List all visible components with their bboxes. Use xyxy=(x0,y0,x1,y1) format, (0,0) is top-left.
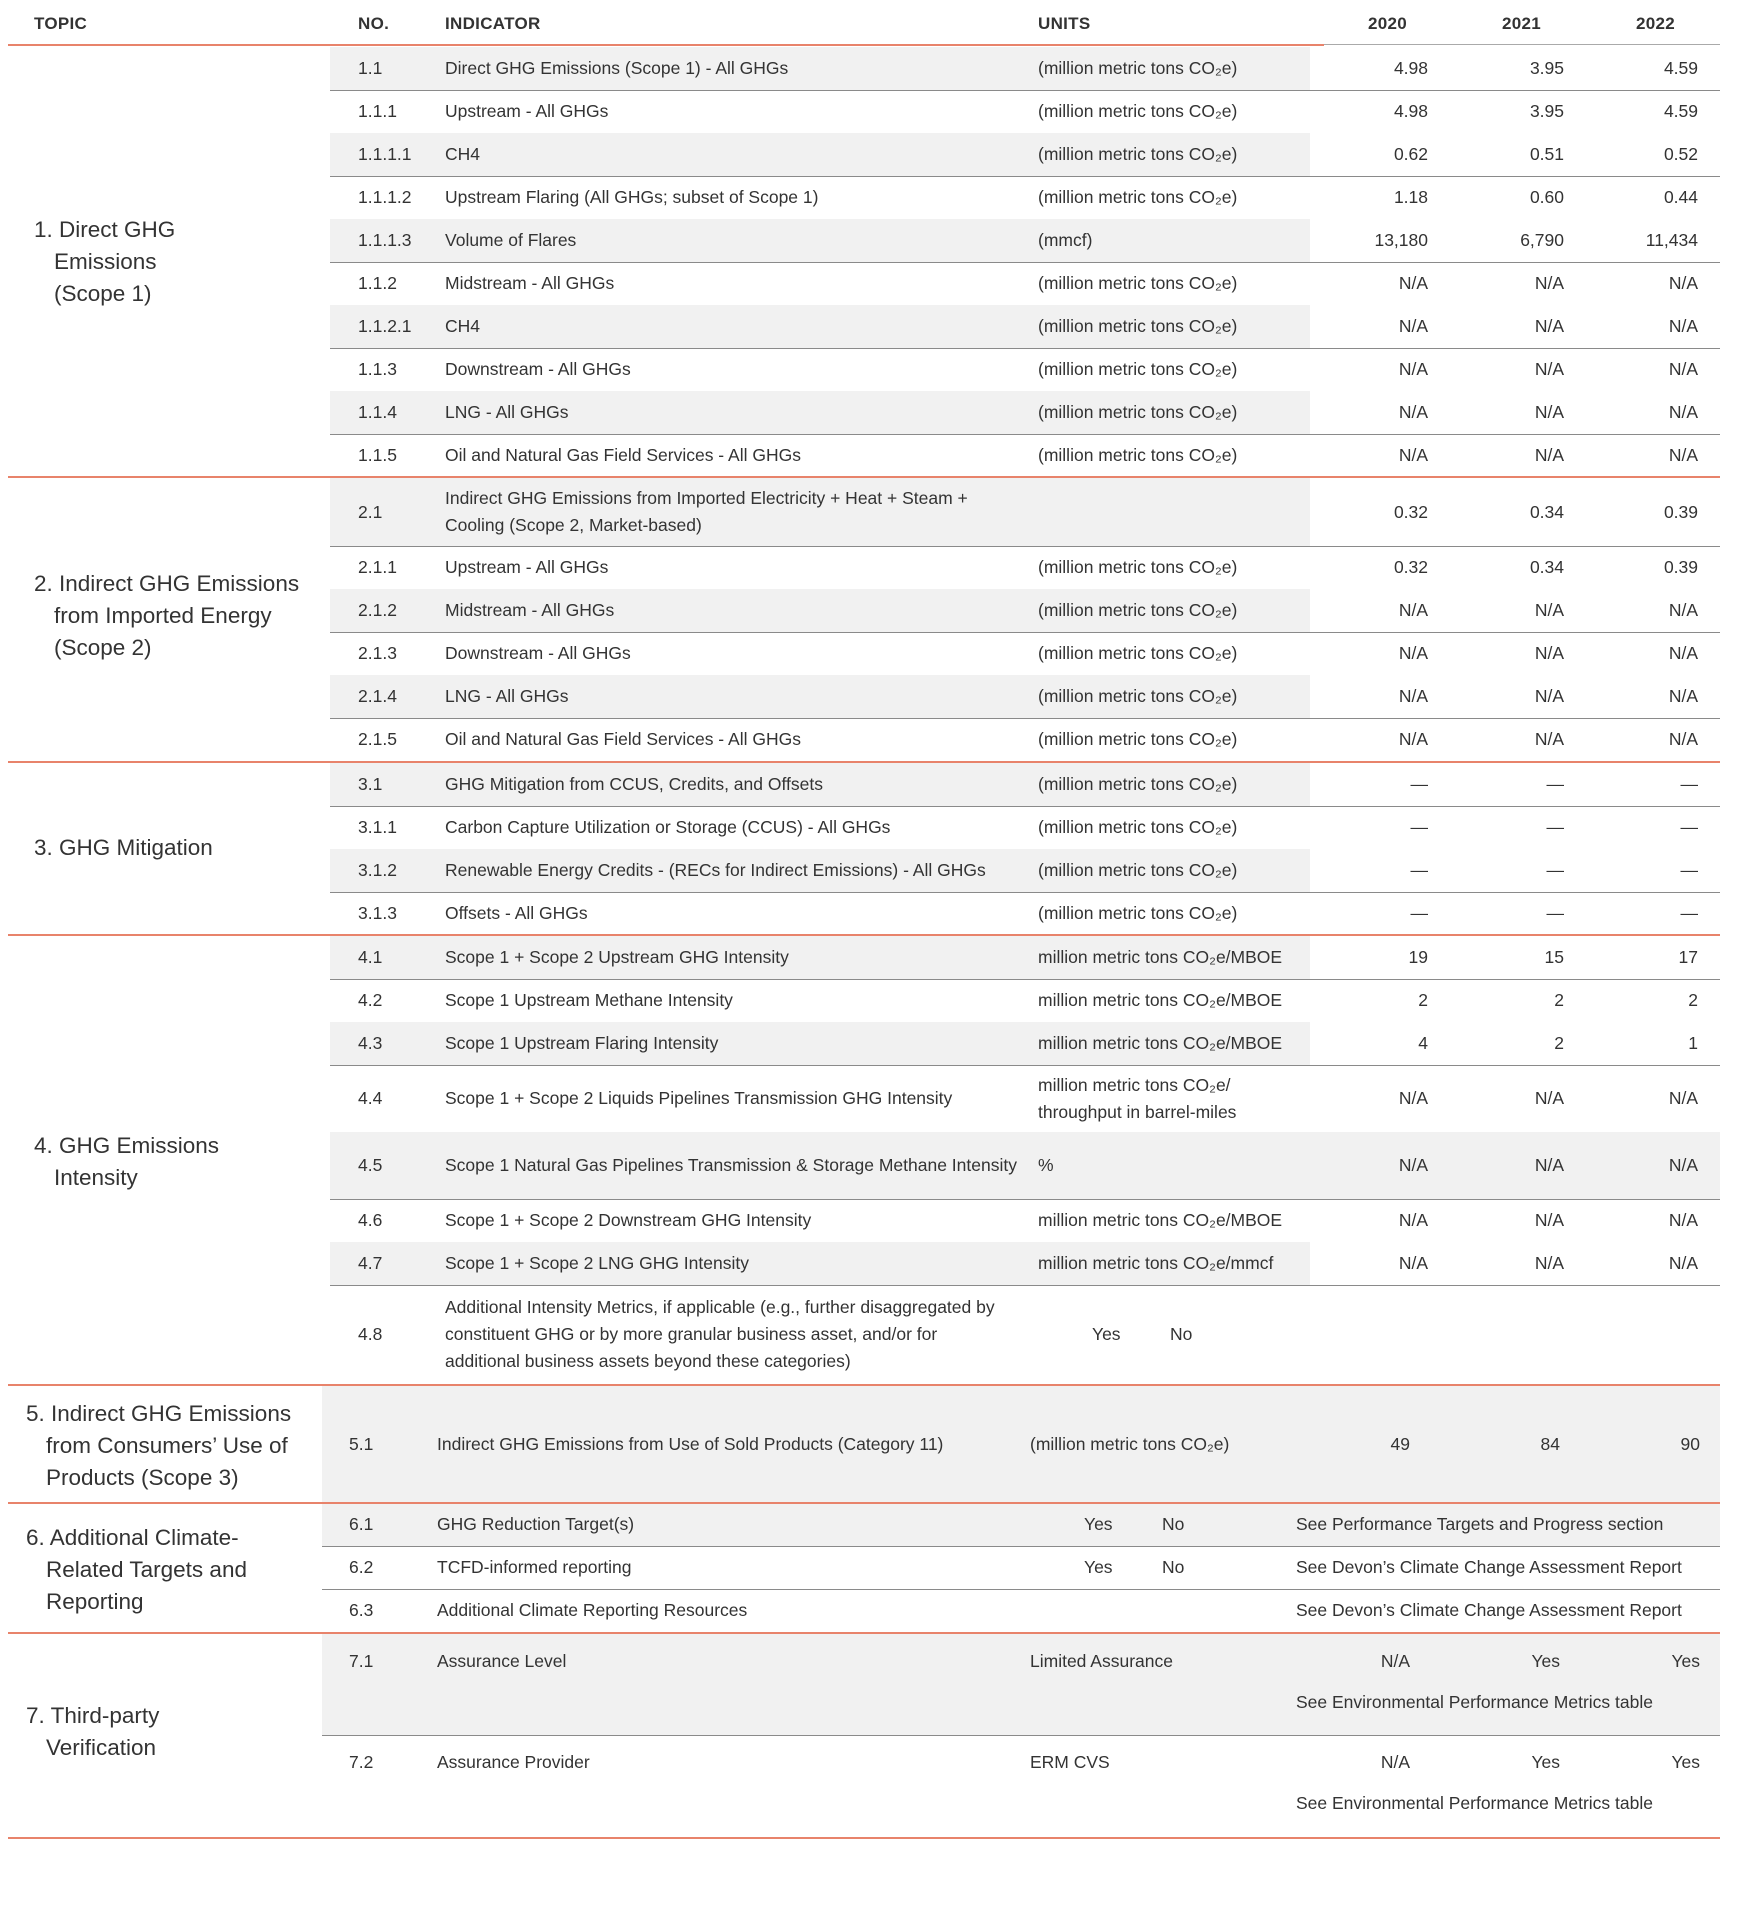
units-label: (million metric tons CO₂e) xyxy=(1038,316,1238,336)
row-number: 4.5 xyxy=(358,1155,383,1175)
indicator-label: Scope 1 Upstream Methane Intensity xyxy=(445,990,733,1010)
value-2022: N/A xyxy=(1668,1210,1698,1230)
value-2022: 11,434 xyxy=(1645,230,1698,250)
indicator-label: LNG - All GHGs xyxy=(445,402,569,422)
row-number: 1.1 xyxy=(358,58,383,78)
units-label: (million metric tons CO₂e) xyxy=(1038,557,1238,577)
topic-label xyxy=(34,568,334,664)
units-label: (million metric tons CO₂e) xyxy=(1038,402,1238,422)
row-number: 1.1.5 xyxy=(358,445,397,465)
value-2021: N/A xyxy=(1534,1253,1564,1273)
table-row xyxy=(330,305,1720,349)
value-2021: N/A xyxy=(1534,600,1564,620)
value-2021: 2 xyxy=(1554,990,1564,1010)
indicator-label: Upstream Flaring (All GHGs; subset of Scope 1) xyxy=(445,187,819,207)
units-label: (million metric tons CO₂e) xyxy=(1038,686,1238,706)
indicator-label: Oil and Natural Gas Field Services - All GHGs xyxy=(445,729,801,749)
value-2021: 0.60 xyxy=(1529,187,1564,207)
value-2020: N/A xyxy=(1398,1253,1428,1273)
value-2021: N/A xyxy=(1534,273,1564,293)
row-number: 1.1.4 xyxy=(358,402,397,422)
units-label: (million metric tons CO₂e) xyxy=(1038,860,1238,880)
table-row xyxy=(330,1242,1720,1286)
section-divider xyxy=(8,934,1720,936)
value-2022: 0.44 xyxy=(1663,187,1698,207)
value-2020: 0.62 xyxy=(1393,144,1428,164)
table-row xyxy=(330,176,1720,220)
table-row xyxy=(330,434,1720,477)
value-2021: 3.95 xyxy=(1529,58,1564,78)
section-divider xyxy=(8,1502,1720,1504)
value-2020: 19 xyxy=(1408,947,1428,967)
row-number: 2.1.3 xyxy=(358,643,397,663)
value-2020: — xyxy=(1410,903,1428,923)
units-label: (million metric tons CO₂e) xyxy=(1038,101,1238,121)
topic-line: Products (Scope 3) xyxy=(46,1465,239,1490)
row-number: 4.4 xyxy=(358,1088,383,1108)
value-2021: Yes xyxy=(1531,1752,1560,1772)
topic-label xyxy=(34,214,334,310)
value-2021: — xyxy=(1546,860,1564,880)
row-number: 4.8 xyxy=(358,1324,383,1344)
value-2020: 49 xyxy=(1390,1434,1410,1454)
topic-line: 3. GHG Mitigation xyxy=(34,835,213,860)
row-number: 1.1.1.1 xyxy=(358,144,412,164)
value-2022: 2 xyxy=(1688,990,1698,1010)
table-row xyxy=(330,133,1720,177)
table-row xyxy=(330,348,1720,392)
row-number: 6.1 xyxy=(349,1514,374,1534)
value-2020: — xyxy=(1410,817,1428,837)
indicator-label: Downstream - All GHGs xyxy=(445,359,631,379)
topic-line: 6. Additional Climate- xyxy=(26,1525,239,1550)
value-2022: 0.39 xyxy=(1663,557,1698,577)
row-number: 3.1.3 xyxy=(358,903,397,923)
section-divider xyxy=(8,476,1720,478)
value-2022: 1 xyxy=(1688,1033,1698,1053)
value-2020: 0.32 xyxy=(1393,502,1428,522)
value-2021: — xyxy=(1546,903,1564,923)
row-number: 7.2 xyxy=(349,1752,374,1772)
topic-line: 7. Third-party xyxy=(26,1703,160,1728)
value-2020: N/A xyxy=(1398,445,1428,465)
value-2021: 0.34 xyxy=(1529,557,1564,577)
indicator-label: Scope 1 Upstream Flaring Intensity xyxy=(445,1033,719,1053)
section-divider xyxy=(8,761,1720,763)
header-year-2021: 2021 xyxy=(1502,14,1542,33)
row-number: 3.1.2 xyxy=(358,860,397,880)
topic-line: 1. Direct GHG xyxy=(34,217,176,242)
indicator-label: Scope 1 + Scope 2 Liquids Pipelines Transmission GHG Intensity xyxy=(445,1088,953,1108)
indicator-label: Midstream - All GHGs xyxy=(445,273,615,293)
value-2021: 15 xyxy=(1544,947,1564,967)
table-row xyxy=(330,478,1720,547)
table-row xyxy=(330,763,1720,807)
value-2020: N/A xyxy=(1398,1155,1428,1175)
section-divider xyxy=(8,1632,1720,1634)
value-2022: N/A xyxy=(1668,273,1698,293)
units-label: % xyxy=(1038,1155,1054,1175)
row-number: 2.1.4 xyxy=(358,686,397,706)
table-row xyxy=(330,589,1720,633)
row-number: 4.2 xyxy=(358,990,383,1010)
table-row xyxy=(330,391,1720,435)
units-label: Limited Assurance xyxy=(1030,1651,1173,1671)
units-label: (million metric tons CO₂e) xyxy=(1038,729,1238,749)
table-row xyxy=(322,1386,1720,1502)
topic-line: 5. Indirect GHG Emissions xyxy=(26,1401,292,1426)
indicator-label: Indirect GHG Emissions from Use of Sold Products (Category 11) xyxy=(437,1434,944,1454)
value-2021: N/A xyxy=(1534,402,1564,422)
yes-option: Yes xyxy=(1092,1324,1121,1344)
row-number: 4.3 xyxy=(358,1033,383,1053)
units-label: million metric tons CO₂e/ throughput in barrel-miles xyxy=(1038,1075,1237,1122)
value-2022: — xyxy=(1680,774,1698,794)
indicator-label: GHG Mitigation from CCUS, Credits, and Offsets xyxy=(445,774,823,794)
value-2021: 2 xyxy=(1554,1033,1564,1053)
value-2021: N/A xyxy=(1534,316,1564,336)
indicator-label: Assurance Provider xyxy=(437,1752,590,1772)
value-2020: N/A xyxy=(1398,1088,1428,1108)
value-2020: N/A xyxy=(1398,1210,1428,1230)
indicator-label: Upstream - All GHGs xyxy=(445,101,609,121)
value-2021: N/A xyxy=(1534,1155,1564,1175)
indicator-label: Renewable Energy Credits - (RECs for Indirect Emissions) - All GHGs xyxy=(445,860,986,880)
value-2021: 3.95 xyxy=(1529,101,1564,121)
row-number: 5.1 xyxy=(349,1434,374,1454)
reference-note: See Devon’s Climate Change Assessment Report xyxy=(1296,1557,1682,1577)
units-label: (million metric tons CO₂e) xyxy=(1038,903,1238,923)
table-row xyxy=(322,1546,1720,1590)
yes-option: Yes xyxy=(1084,1557,1113,1577)
header-no: NO. xyxy=(358,14,390,33)
topic-line: from Imported Energy xyxy=(54,603,272,628)
value-2020: 4.98 xyxy=(1393,58,1428,78)
topic-line: (Scope 2) xyxy=(54,635,152,660)
value-2021: N/A xyxy=(1534,686,1564,706)
header-units: UNITS xyxy=(1038,14,1091,33)
indicator-label: TCFD-informed reporting xyxy=(437,1557,632,1577)
units-label: (million metric tons CO₂e) xyxy=(1038,774,1238,794)
value-2021: N/A xyxy=(1534,1210,1564,1230)
indicator-label: CH4 xyxy=(445,144,481,164)
units-label: ERM CVS xyxy=(1030,1752,1110,1772)
topic-line: 2. Indirect GHG Emissions xyxy=(34,571,300,596)
value-2022: 4.59 xyxy=(1663,101,1698,121)
units-label: (million metric tons CO₂e) xyxy=(1030,1434,1230,1454)
value-2021: N/A xyxy=(1534,643,1564,663)
row-number: 6.2 xyxy=(349,1557,374,1577)
value-2022: N/A xyxy=(1668,1088,1698,1108)
indicator-label: Scope 1 + Scope 2 Upstream GHG Intensity xyxy=(445,947,789,967)
table-row xyxy=(330,90,1720,134)
value-2020: N/A xyxy=(1380,1651,1410,1671)
topic-line: (Scope 1) xyxy=(54,281,152,306)
topic-line: from Consumers’ Use of xyxy=(46,1433,288,1458)
indicator-label: LNG - All GHGs xyxy=(445,686,569,706)
header-indicator: INDICATOR xyxy=(445,14,541,33)
value-2020: 13,180 xyxy=(1374,230,1428,250)
row-number: 1.1.2.1 xyxy=(358,316,412,336)
value-2022: 0.52 xyxy=(1663,144,1698,164)
units-label: (million metric tons CO₂e) xyxy=(1038,445,1238,465)
no-option: No xyxy=(1162,1514,1185,1534)
units-label: (million metric tons CO₂e) xyxy=(1038,273,1238,293)
indicator-label: Midstream - All GHGs xyxy=(445,600,615,620)
units-label: (million metric tons CO₂e) xyxy=(1038,817,1238,837)
indicator-label: Upstream - All GHGs xyxy=(445,557,609,577)
value-2020: — xyxy=(1410,860,1428,880)
header-year-2022: 2022 xyxy=(1636,14,1676,33)
row-number: 1.1.3 xyxy=(358,359,397,379)
table-row xyxy=(330,1022,1720,1066)
row-number: 1.1.1.3 xyxy=(358,230,412,250)
row-number: 2.1.5 xyxy=(358,729,397,749)
indicator-label: Additional Intensity Metrics, if applicable (e.g., further disaggregated by constituent GHG or by more granular business asset, and/or for additional business assets beyond these categories) xyxy=(445,1297,995,1371)
table-row xyxy=(330,849,1720,893)
table-row xyxy=(330,936,1720,980)
value-2020: N/A xyxy=(1398,729,1428,749)
topic-line: 4. GHG Emissions xyxy=(34,1133,220,1158)
value-2020: 0.32 xyxy=(1393,557,1428,577)
units-label: million metric tons CO₂e/mmcf xyxy=(1038,1253,1274,1273)
value-2022: 0.39 xyxy=(1663,502,1698,522)
topic-line: Reporting xyxy=(46,1589,144,1614)
value-2021: — xyxy=(1546,817,1564,837)
indicator-label: Offsets - All GHGs xyxy=(445,903,588,923)
row-number: 2.1.1 xyxy=(358,557,397,577)
table-row xyxy=(322,1735,1720,1837)
value-2022: Yes xyxy=(1671,1651,1700,1671)
value-2022: — xyxy=(1680,817,1698,837)
value-2020: 4.98 xyxy=(1393,101,1428,121)
value-2022: N/A xyxy=(1668,600,1698,620)
value-2022: N/A xyxy=(1668,1253,1698,1273)
value-2022: N/A xyxy=(1668,445,1698,465)
table-row xyxy=(330,219,1720,263)
table-row xyxy=(330,1285,1720,1384)
value-2022: 17 xyxy=(1678,947,1698,967)
value-2020: 2 xyxy=(1418,990,1428,1010)
value-2022: N/A xyxy=(1668,729,1698,749)
value-2020: — xyxy=(1410,774,1428,794)
indicator-label: Oil and Natural Gas Field Services - All GHGs xyxy=(445,445,801,465)
row-number: 2.1 xyxy=(358,502,383,522)
value-2021: 6,790 xyxy=(1520,230,1564,250)
value-2020: N/A xyxy=(1398,402,1428,422)
value-2021: — xyxy=(1546,774,1564,794)
header-rule-right xyxy=(1324,44,1720,45)
table-row xyxy=(322,1503,1720,1547)
table-row xyxy=(330,546,1720,590)
indicator-label: Scope 1 + Scope 2 LNG GHG Intensity xyxy=(445,1253,749,1273)
units-label: (million metric tons CO₂e) xyxy=(1038,359,1238,379)
indicator-label: CH4 xyxy=(445,316,481,336)
value-2021: N/A xyxy=(1534,359,1564,379)
value-2022: N/A xyxy=(1668,1155,1698,1175)
indicator-label: Carbon Capture Utilization or Storage (CCUS) - All GHGs xyxy=(445,817,891,837)
units-label: (million metric tons CO₂e) xyxy=(1038,187,1238,207)
row-number: 4.6 xyxy=(358,1210,383,1230)
value-2022: N/A xyxy=(1668,402,1698,422)
row-number: 4.1 xyxy=(358,947,383,967)
table-row xyxy=(330,47,1720,91)
topic-label xyxy=(26,1700,326,1764)
row-number: 3.1.1 xyxy=(358,817,397,837)
table-row xyxy=(330,979,1720,1023)
table-row xyxy=(322,1589,1720,1632)
value-2020: N/A xyxy=(1398,600,1428,620)
table-row xyxy=(330,632,1720,676)
indicator-label: Additional Climate Reporting Resources xyxy=(437,1600,748,1620)
topic-line: Related Targets and xyxy=(46,1557,247,1582)
value-2020: 4 xyxy=(1418,1033,1428,1053)
value-2021: N/A xyxy=(1534,729,1564,749)
yes-option: Yes xyxy=(1084,1514,1113,1534)
value-2022: N/A xyxy=(1668,686,1698,706)
value-2020: N/A xyxy=(1398,686,1428,706)
topic-label xyxy=(26,1398,326,1494)
reference-note: See Environmental Performance Metrics table xyxy=(1296,1793,1653,1813)
reference-note: See Devon’s Climate Change Assessment Report xyxy=(1296,1600,1682,1620)
value-2022: Yes xyxy=(1671,1752,1700,1772)
value-2020: N/A xyxy=(1398,643,1428,663)
indicator-label: Direct GHG Emissions (Scope 1) - All GHGs xyxy=(445,58,789,78)
indicator-label: Assurance Level xyxy=(437,1651,567,1671)
units-label: (mmcf) xyxy=(1038,230,1093,250)
table-row xyxy=(330,892,1720,935)
table-row xyxy=(330,806,1720,850)
table-row xyxy=(330,1132,1720,1200)
section-divider xyxy=(8,1837,1720,1839)
value-2022: N/A xyxy=(1668,359,1698,379)
value-2022: N/A xyxy=(1668,316,1698,336)
value-2022: N/A xyxy=(1668,643,1698,663)
value-2022: 4.59 xyxy=(1663,58,1698,78)
table-row xyxy=(330,675,1720,719)
value-2022: — xyxy=(1680,860,1698,880)
table-row xyxy=(330,1065,1720,1133)
value-2020: N/A xyxy=(1398,359,1428,379)
value-2021: N/A xyxy=(1534,1088,1564,1108)
value-2020: N/A xyxy=(1380,1752,1410,1772)
indicator-label: Scope 1 Natural Gas Pipelines Transmission & Storage Methane Intensity xyxy=(445,1155,1017,1175)
reference-note: See Performance Targets and Progress section xyxy=(1296,1514,1664,1534)
value-2021: N/A xyxy=(1534,445,1564,465)
row-number: 3.1 xyxy=(358,774,383,794)
topic-label xyxy=(34,832,334,864)
row-number: 7.1 xyxy=(349,1651,374,1671)
row-number: 2.1.2 xyxy=(358,600,397,620)
value-2021: 0.34 xyxy=(1529,502,1564,522)
topic-label xyxy=(26,1522,326,1618)
row-number: 1.1.2 xyxy=(358,273,397,293)
units-label: (million metric tons CO₂e) xyxy=(1038,58,1238,78)
header-year-2020: 2020 xyxy=(1368,14,1408,33)
units-label: million metric tons CO₂e/MBOE xyxy=(1038,1210,1283,1230)
units-label: million metric tons CO₂e/MBOE xyxy=(1038,990,1283,1010)
no-option: No xyxy=(1170,1324,1193,1344)
row-number: 4.7 xyxy=(358,1253,383,1273)
indicator-label: Indirect GHG Emissions from Imported Electricity + Heat + Steam + Cooling (Scope 2, Market-based) xyxy=(445,488,968,535)
topic-label xyxy=(34,1130,334,1194)
row-number: 1.1.1 xyxy=(358,101,397,121)
table-row xyxy=(330,1199,1720,1243)
row-number: 1.1.1.2 xyxy=(358,187,412,207)
value-2021: Yes xyxy=(1531,1651,1560,1671)
indicator-label: Downstream - All GHGs xyxy=(445,643,631,663)
no-option: No xyxy=(1162,1557,1185,1577)
table-row xyxy=(330,262,1720,306)
units-label: (million metric tons CO₂e) xyxy=(1038,643,1238,663)
header-rule xyxy=(8,44,1324,46)
indicator-label: GHG Reduction Target(s) xyxy=(437,1514,635,1534)
topic-line: Intensity xyxy=(54,1165,138,1190)
value-2022: — xyxy=(1680,903,1698,923)
value-2021: 0.51 xyxy=(1529,144,1564,164)
value-2020: N/A xyxy=(1398,273,1428,293)
units-label: (million metric tons CO₂e) xyxy=(1038,144,1238,164)
topic-line: Verification xyxy=(46,1735,157,1760)
units-label: million metric tons CO₂e/MBOE xyxy=(1038,947,1283,967)
indicator-label: Scope 1 + Scope 2 Downstream GHG Intensity xyxy=(445,1210,812,1230)
value-2022: 90 xyxy=(1680,1434,1700,1454)
topic-line: Emissions xyxy=(54,249,157,274)
value-2021: 84 xyxy=(1540,1434,1560,1454)
table-row xyxy=(330,718,1720,761)
indicator-label: Volume of Flares xyxy=(445,230,577,250)
units-label: million metric tons CO₂e/MBOE xyxy=(1038,1033,1283,1053)
value-2020: 1.18 xyxy=(1393,187,1428,207)
value-2020: N/A xyxy=(1398,316,1428,336)
section-divider xyxy=(8,1384,1720,1386)
reference-note: See Environmental Performance Metrics table xyxy=(1296,1692,1653,1712)
units-label: (million metric tons CO₂e) xyxy=(1038,600,1238,620)
row-number: 6.3 xyxy=(349,1600,374,1620)
table-row xyxy=(322,1634,1720,1736)
header-topic: TOPIC xyxy=(34,14,88,33)
